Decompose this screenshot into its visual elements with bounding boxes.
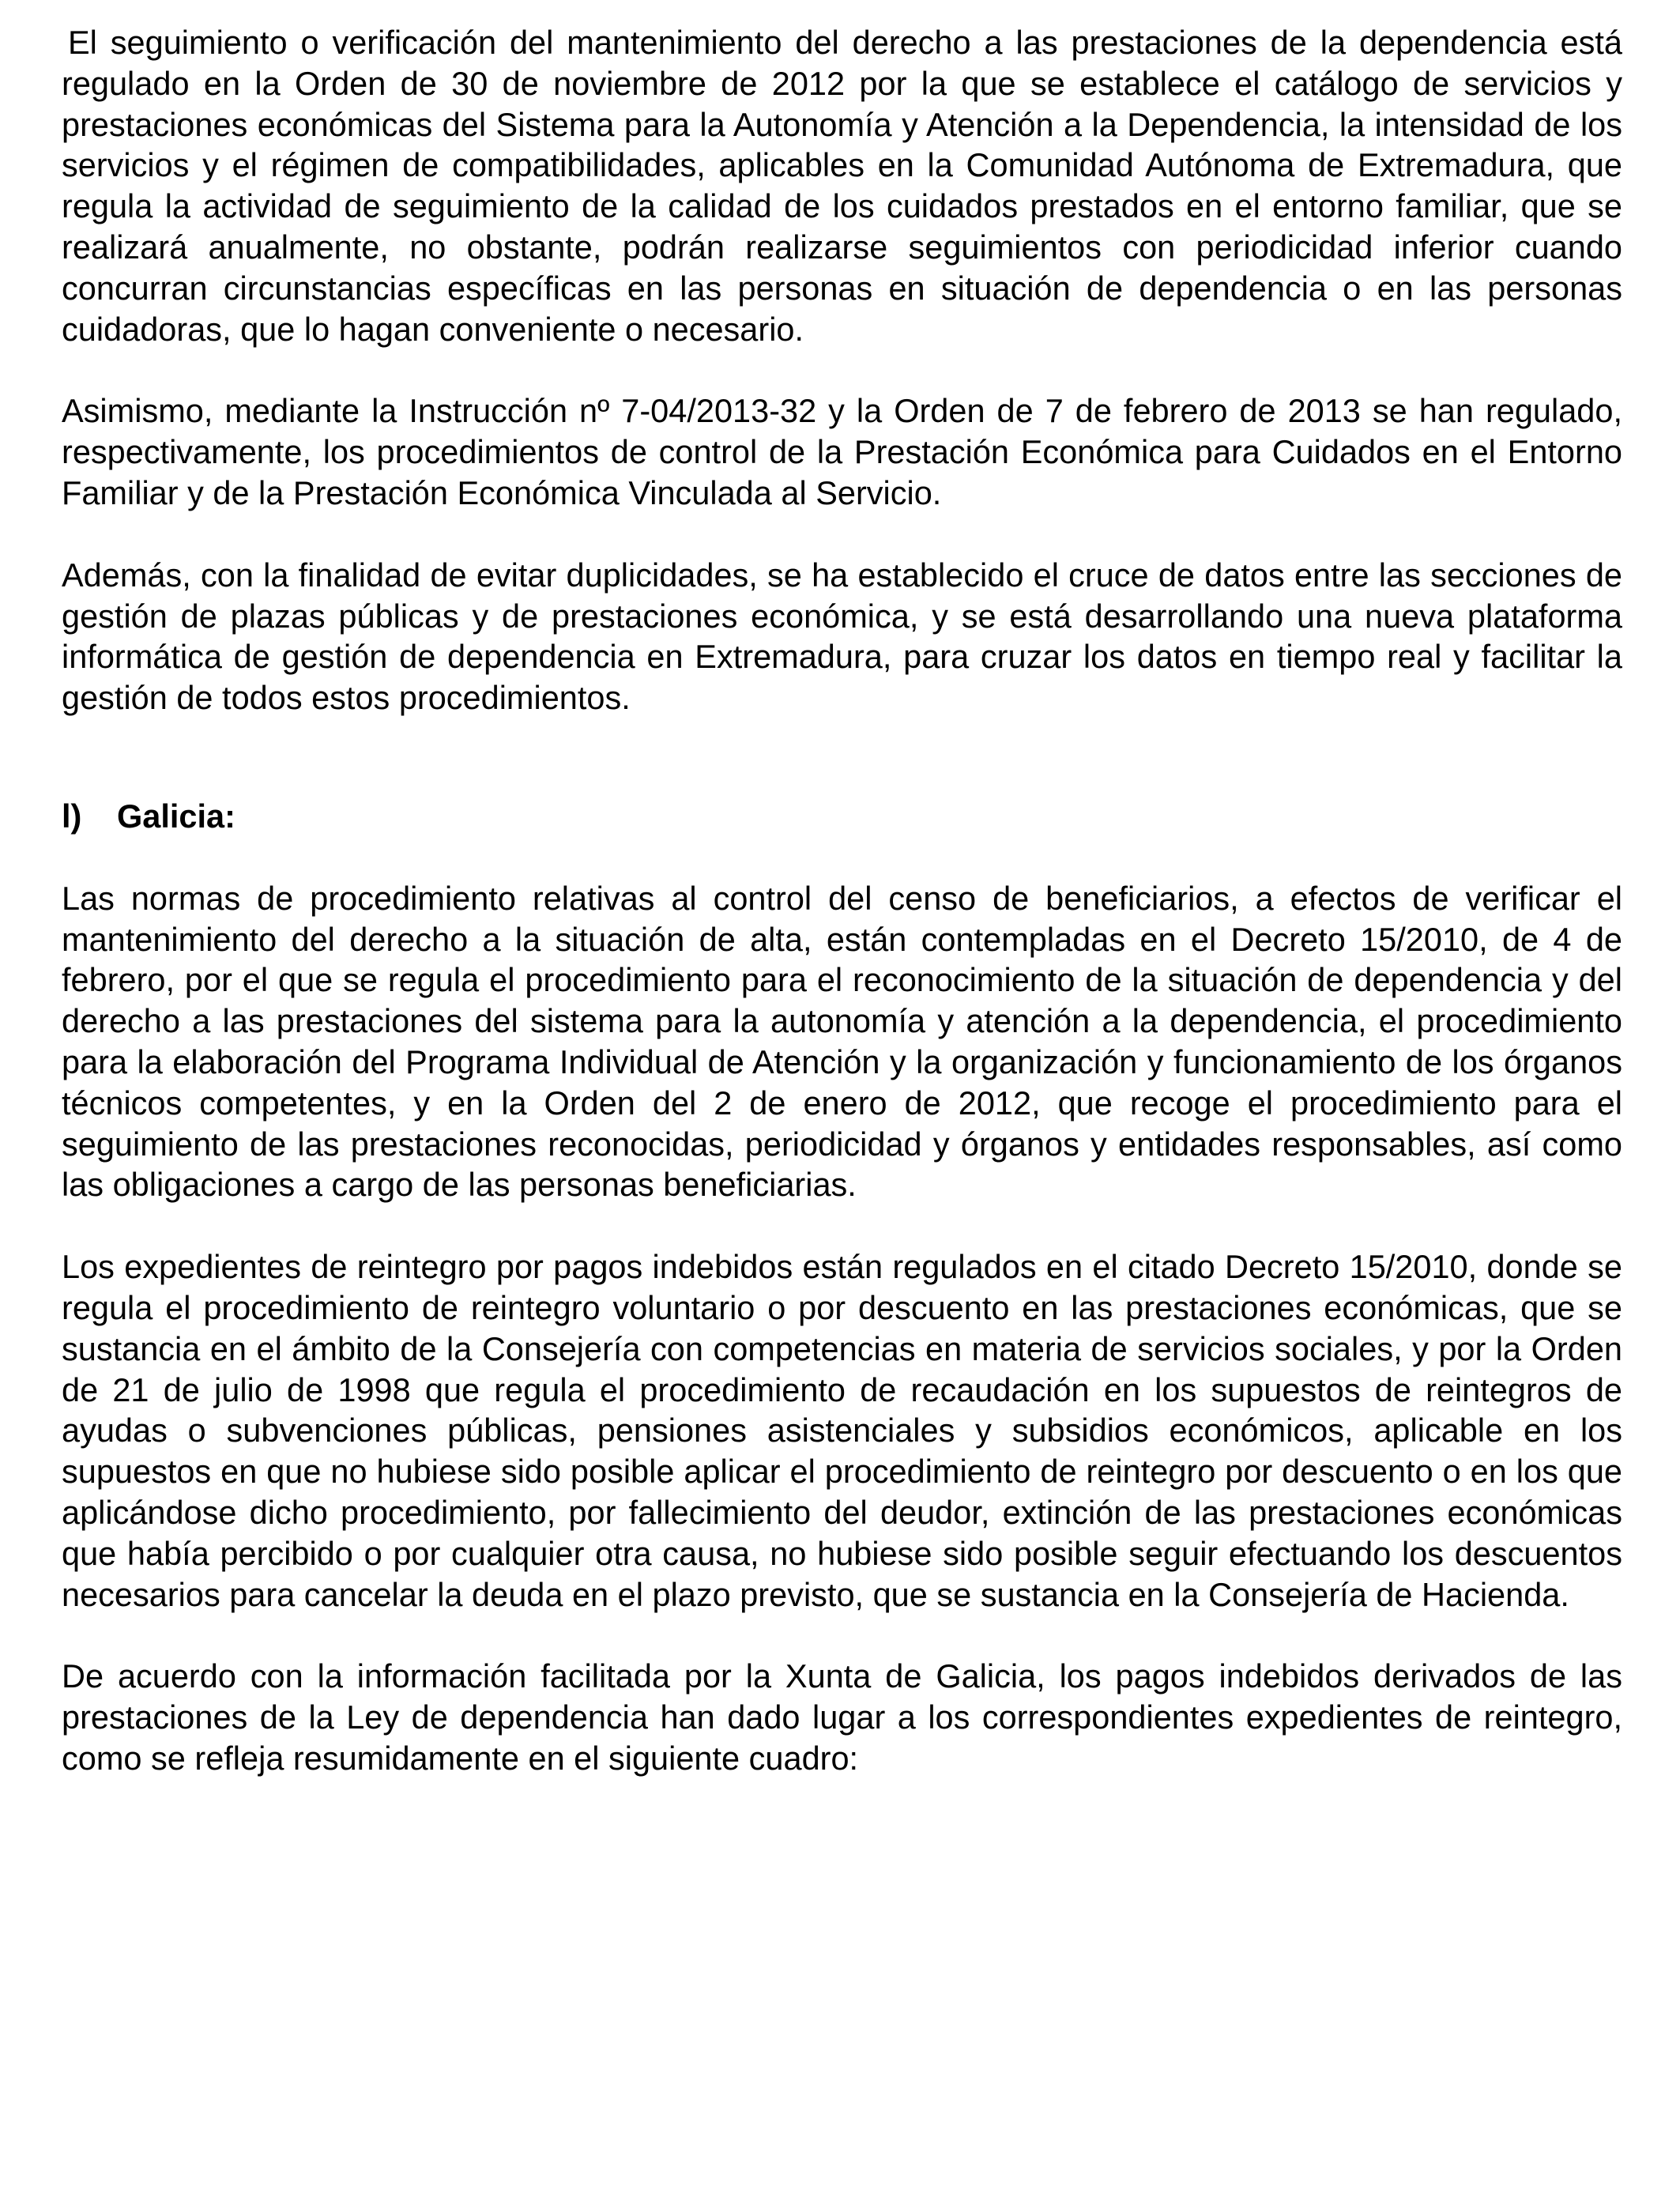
document-page — [62, 22, 1622, 1820]
paragraph-extremadura-cruce-datos: Además, con la finalidad de evitar duplicidades, se ha establecido el cruce de datos entre las secciones de gestión de plazas públicas y de prestaciones económica, y se está desarrollando una nueva plataforma informática de gestión de dependencia en Extremadura, para cruzar los datos en tiempo real y facilitar la gestión de todos estos procedimientos. — [62, 556, 1622, 717]
paragraph-galicia-normas: Las normas de procedimiento relativas al control del censo de beneficiarios, a efectos de verificar el mantenimiento del derecho a la situación de alta, están contempladas en el Decreto 15/2010, de 4 de febrero, por el que se regula el procedimiento para el reconocimiento de la situación de dependencia y del derecho a las prestaciones del sistema para la autonomía y atención a la dependencia, el procedimiento para la elaboración del Programa Individual de Atención y la organización y funcionamiento de los órganos técnicos competentes, y en la Orden del 2 de enero de 2012, que recoge el procedimiento para el seguimiento de las prestaciones reconocidas, periodicidad y órganos y entidades responsables, así como las obligaciones a cargo de las personas beneficiarias. — [62, 879, 1622, 1204]
paragraph-galicia-xunta: De acuerdo con la información facilitada por la Xunta de Galicia, los pagos indebidos derivados de las prestaciones de la Ley de dependencia han dado lugar a los correspondientes expedientes de reintegro, como se refleja resumidamente en el siguiente cuadro: — [62, 1657, 1622, 1777]
section-number: l) — [62, 797, 82, 835]
paragraph-galicia-reintegro: Los expedientes de reintegro por pagos indebidos están regulados en el citado Decreto 15/2010, donde se regula el procedimiento de reintegro voluntario o por descuento en las prestaciones económicas, que se sustancia en el ámbito de la Consejería con competencias en materia de servicios sociales, y por la Orden de 21 de julio de 1998 que regula el procedimiento de recaudación en los supuestos de reintegros de ayudas o subvenciones públicas, pensiones asistenciales y subsidios económicos, aplicable en los supuestos en que no hubiese sido posible aplicar el procedimiento de reintegro por descuento o en los que aplicándose dicho procedimiento, por fallecimiento del deudor, extinción de las prestaciones económicas que había percibido o por cualquier otra causa, no hubiese sido posible seguir efectuando los descuentos necesarios para cancelar la deuda en el plazo previsto, que se sustancia en la Consejería de Hacienda. — [62, 1248, 1622, 1613]
paragraph-extremadura-seguimiento: El seguimiento o verificación del mantenimiento del derecho a las prestaciones de la dependencia está regulado en la Orden de 30 de noviembre de 2012 por la que se establece el catálogo de servicios y prestaciones económicas del Sistema para la Autonomía y Atención a la Dependencia, la intensidad de los servicios y el régimen de compatibilidades, aplicables en la Comunidad Autónoma de Extremadura, que regula la actividad de seguimiento de la calidad de los cuidados prestados en el entorno familiar, que se realizará anualmente, no obstante, podrán realizarse seguimientos con periodicidad inferior cuando concurran circunstancias específicas en las personas en situación de dependencia o en las personas cuidadoras, que lo hagan conveniente o necesario. — [62, 24, 1622, 348]
section-heading-galicia — [62, 796, 1622, 837]
section-title: Galicia: — [117, 797, 235, 835]
paragraph-extremadura-instruccion: Asimismo, mediante la Instrucción nº 7-04/2013-32 y la Orden de 7 de febrero de 2013 se han regulado, respectivamente, los procedimientos de control de la Prestación Económica para Cuidados en el Entorno Familiar y de la Prestación Económica Vinculada al Servicio. — [62, 392, 1622, 511]
